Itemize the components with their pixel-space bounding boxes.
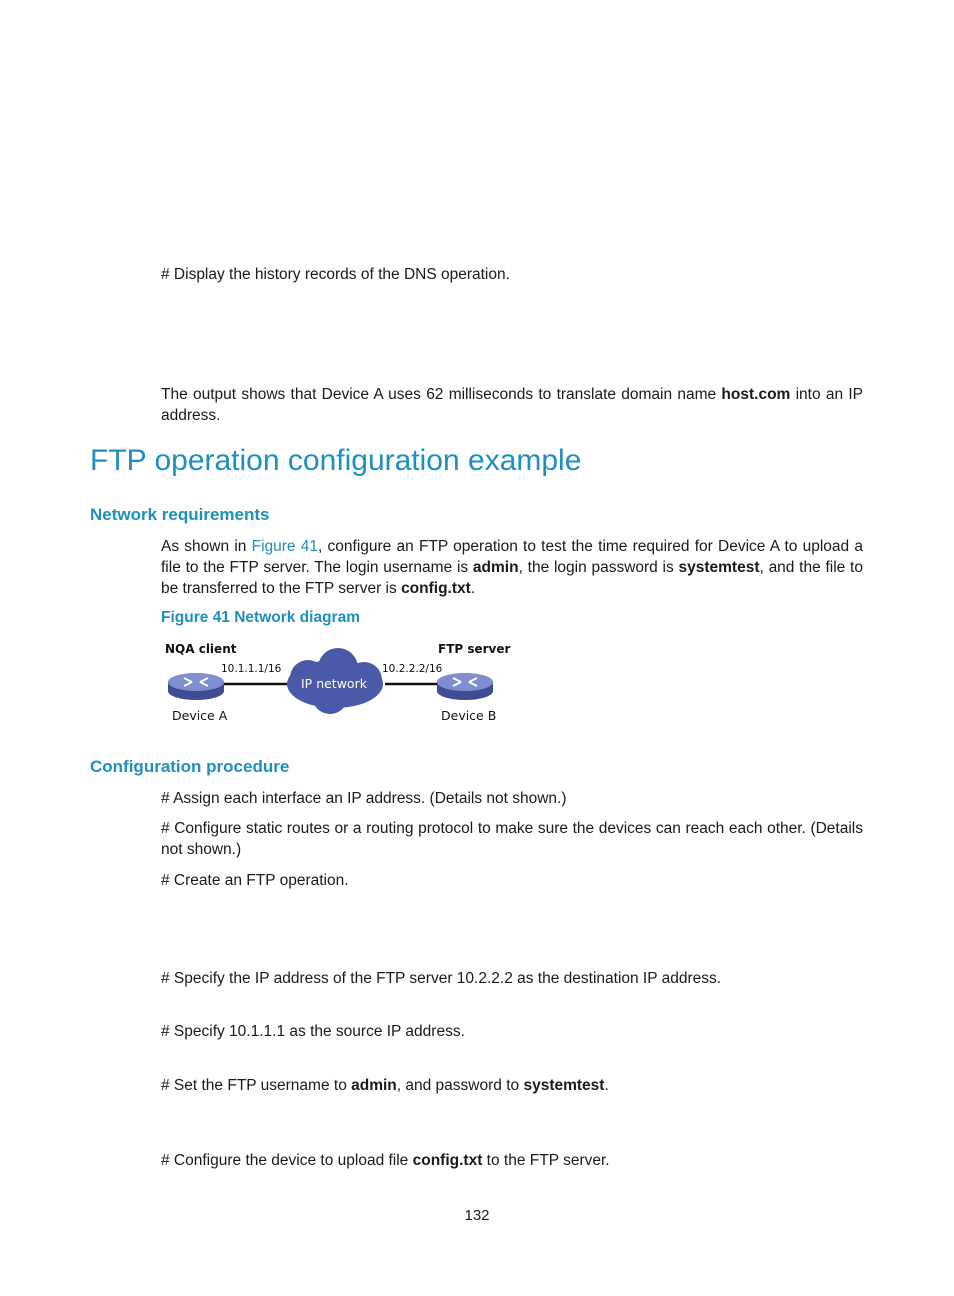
network-requirements-heading: Network requirements (90, 505, 270, 524)
step6-text-b: , and password to (396, 1077, 524, 1094)
dns-history-paragraph: # Display the history records of the DNS operation. (161, 266, 510, 283)
step-static-routes: # Configure static routes or a routing protocol to make sure the devices can reach each other. (Details not shown.) (161, 820, 863, 858)
step6-text-c: . (604, 1077, 609, 1094)
req-text-4: , and the file to be transferred to the FTP server is (161, 559, 863, 597)
ip-a-label: 10.1.1.1/16 (221, 663, 282, 675)
req-text-1: As shown in (161, 538, 252, 555)
domain-name: host.com (721, 386, 791, 403)
step6-text-a: # Set the FTP username to (161, 1077, 352, 1094)
device-a-label: Device A (172, 708, 228, 723)
step6-username: admin (351, 1077, 397, 1094)
figure-link[interactable]: Figure 41 (251, 538, 319, 555)
step-create-ftp: # Create an FTP operation. (161, 872, 349, 889)
step7-text-a: # Configure the device to upload file (161, 1152, 413, 1169)
cloud-label: IP network (301, 676, 367, 691)
req-text-3: , the login password is (518, 559, 679, 576)
ftp-server-label: FTP server (438, 642, 511, 656)
step-source-ip: # Specify 10.1.1.1 as the source IP address. (161, 1023, 465, 1040)
step6-password: systemtest (523, 1077, 605, 1094)
step7-text-b: to the FTP server. (482, 1152, 610, 1169)
req-text-2: , configure an FTP operation to test the time required for Device A to upload a file to the FTP server. The login username is (161, 538, 863, 576)
req-username: admin (472, 559, 519, 576)
section-title: FTP operation configuration example (90, 444, 582, 477)
req-file: config.txt (401, 580, 471, 597)
device-a-icon (168, 673, 224, 700)
network-requirements-paragraph (161, 536, 863, 599)
step-upload-file (161, 1150, 863, 1171)
req-text-5: . (470, 580, 476, 597)
page-number: 132 (464, 1207, 490, 1224)
output-text-pre: The output shows that Device A uses 62 milliseconds to translate domain name (161, 386, 722, 403)
step-destination-ip: # Specify the IP address of the FTP server 10.2.2.2 as the destination IP address. (161, 970, 722, 987)
configuration-procedure-heading: Configuration procedure (90, 757, 290, 776)
device-b-icon (437, 673, 493, 700)
step-assign-ip: # Assign each interface an IP address. (Details not shown.) (161, 790, 567, 807)
output-paragraph (161, 384, 863, 426)
output-text-post: into an IP address. (161, 386, 863, 424)
req-password: systemtest (678, 559, 760, 576)
network-diagram (160, 638, 520, 728)
ip-b-label: 10.2.2.2/16 (382, 663, 443, 675)
figure-caption: Figure 41 Network diagram (161, 609, 360, 626)
device-b-label: Device B (441, 708, 497, 723)
step-credentials (161, 1075, 863, 1096)
step7-file: config.txt (412, 1152, 483, 1169)
nqa-client-label: NQA client (165, 642, 237, 656)
